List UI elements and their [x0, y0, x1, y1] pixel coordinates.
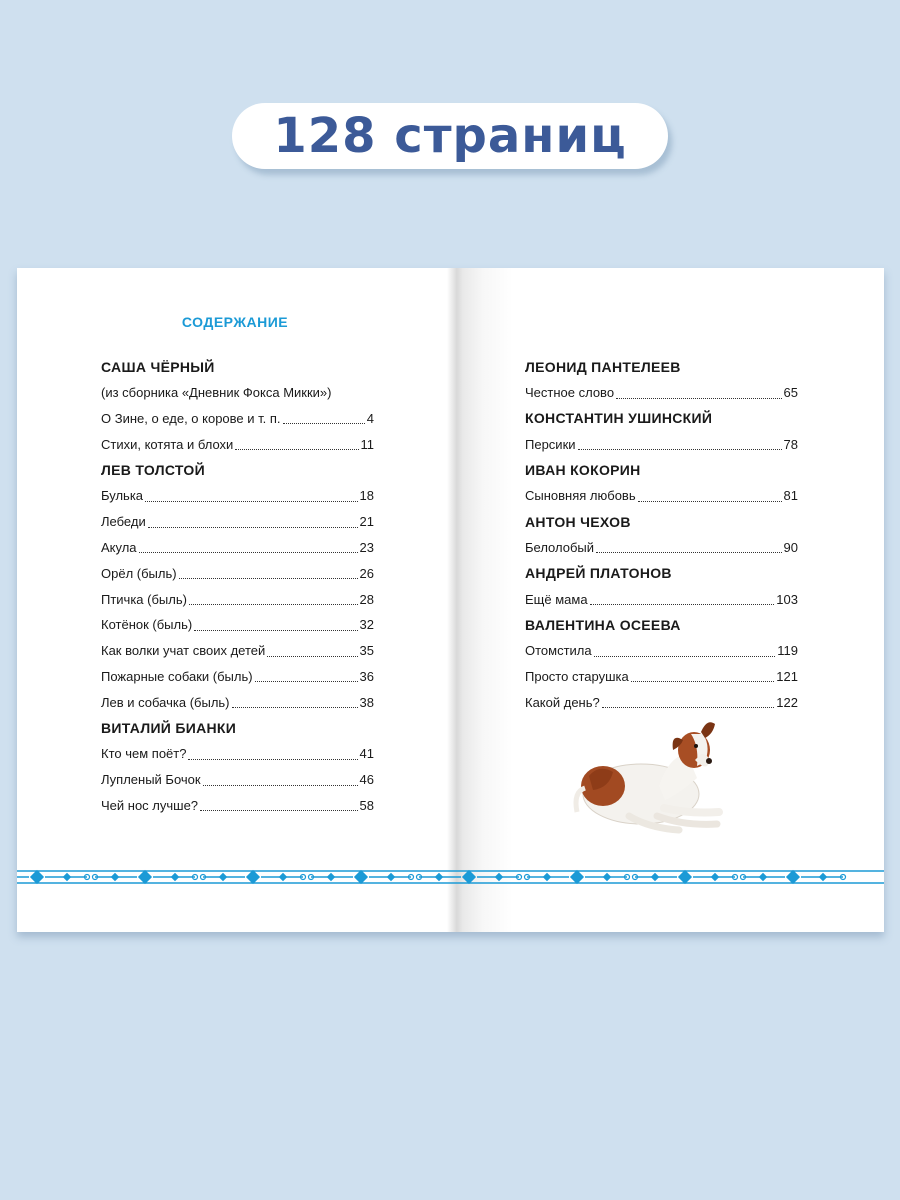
toc-leader-dots	[596, 551, 782, 553]
toc-entry-title: Акула	[101, 539, 137, 555]
toc-entry-title: Ещё мама	[525, 591, 588, 607]
toc-entry-title: Орёл (быль)	[101, 565, 177, 581]
toc-left-column	[101, 354, 374, 818]
toc-entry-title: Просто старушка	[525, 668, 629, 684]
toc-note: (из сборника «Дневник Фокса Микки»)	[101, 385, 332, 401]
toc-leader-dots	[578, 448, 782, 450]
toc-author: ЛЕВ ТОЛСТОЙ	[101, 462, 205, 479]
toc-page-number: 78	[783, 436, 798, 452]
toc-entry	[101, 793, 374, 819]
toc-leader-dots	[194, 629, 357, 631]
toc-leader-dots	[594, 655, 776, 657]
toc-page-number: 26	[359, 565, 374, 581]
toc-entry-title: Котёнок (быль)	[101, 617, 193, 633]
toc-page-number: 58	[359, 797, 374, 813]
toc-author: САША ЧЁРНЫЙ	[101, 358, 215, 375]
dog-illustration-icon	[569, 716, 739, 836]
toc-entry-title: Лебеди	[101, 514, 146, 530]
toc-page-number: 81	[783, 488, 798, 504]
toc-page-number: 38	[359, 694, 374, 710]
toc-page-number: 119	[777, 643, 798, 659]
toc-entry	[101, 483, 374, 509]
toc-page-number: 41	[359, 746, 374, 762]
toc-entry	[101, 560, 374, 586]
toc-entry-title: Отомстила	[525, 643, 592, 659]
toc-entry	[525, 431, 798, 457]
toc-leader-dots	[267, 655, 357, 657]
toc-entry-title: Пожарные собаки (быль)	[101, 668, 253, 684]
toc-leader-dots	[148, 526, 358, 528]
toc-page-number: 23	[359, 539, 374, 555]
toc-author: АНДРЕЙ ПЛАТОНОВ	[525, 565, 672, 582]
toc-entry	[101, 767, 374, 793]
toc-entry-title: Булька	[101, 488, 144, 504]
toc-entry-title: Лев и собачка (быль)	[101, 694, 230, 710]
toc-entry	[525, 689, 798, 715]
toc-entry	[101, 664, 374, 690]
toc-page-number: 35	[359, 643, 374, 659]
toc-page-number: 11	[360, 436, 374, 452]
toc-leader-dots	[179, 577, 358, 579]
toc-entry-title: Чей нос лучше?	[101, 797, 199, 813]
toc-entry	[101, 741, 374, 767]
toc-leader-dots	[602, 706, 775, 708]
toc-leader-dots	[139, 551, 358, 553]
toc-leader-dots	[638, 500, 782, 502]
toc-page-number: 90	[783, 539, 798, 555]
toc-entry	[525, 638, 798, 664]
toc-entry	[525, 586, 798, 612]
toc-leader-dots	[235, 448, 358, 450]
toc-entry	[525, 535, 798, 561]
toc-entry-title: Как волки учат своих детей	[101, 643, 266, 659]
toc-entry	[101, 586, 374, 612]
toc-leader-dots	[590, 603, 775, 605]
toc-page-number: 122	[776, 694, 798, 710]
toc-entry	[101, 509, 374, 535]
toc-page-number: 121	[776, 668, 798, 684]
toc-entry-title: Птичка (быль)	[101, 591, 187, 607]
toc-page-number: 46	[359, 772, 374, 788]
toc-entry	[101, 535, 374, 561]
toc-entry	[101, 431, 374, 457]
toc-entry-title: Стихи, котята и блохи	[101, 436, 234, 452]
toc-author: ИВАН КОКОРИН	[525, 462, 641, 479]
toc-entry-title: Какой день?	[525, 694, 600, 710]
toc-leader-dots	[232, 706, 358, 708]
toc-entry-title: О Зине, о еде, о корове и т. п.	[101, 410, 281, 426]
book-spine	[447, 268, 457, 932]
toc-entry-title: Сыновняя любовь	[525, 488, 636, 504]
page-count-text: 128 страниц	[273, 108, 627, 164]
toc-page-number: 21	[359, 514, 374, 530]
toc-author: АНТОН ЧЕХОВ	[525, 513, 631, 530]
toc-heading: СОДЕРЖАНИЕ	[181, 314, 289, 330]
toc-page-number: 103	[776, 591, 798, 607]
toc-leader-dots	[255, 680, 358, 682]
toc-entry	[101, 406, 374, 432]
toc-page-number: 18	[359, 488, 374, 504]
toc-entry	[525, 664, 798, 690]
toc-leader-dots	[616, 397, 781, 399]
toc-entry	[101, 612, 374, 638]
toc-entry	[101, 638, 374, 664]
toc-leader-dots	[203, 784, 358, 786]
toc-entry-title: Честное слово	[525, 385, 615, 401]
toc-author: ВАЛЕНТИНА ОСЕЕВА	[525, 616, 681, 633]
toc-leader-dots	[188, 758, 357, 760]
ornament-border-icon	[17, 866, 884, 888]
toc-leader-dots	[200, 809, 357, 811]
toc-leader-dots	[631, 680, 775, 682]
toc-entry-title: Лупленый Бочок	[101, 772, 201, 788]
toc-entry	[101, 689, 374, 715]
toc-entry	[525, 483, 798, 509]
toc-leader-dots	[145, 500, 358, 502]
toc-entry-title: Персики	[525, 436, 576, 452]
open-book	[17, 268, 884, 932]
toc-entry-title: Белолобый	[525, 539, 595, 555]
toc-author: ЛЕОНИД ПАНТЕЛЕЕВ	[525, 358, 681, 375]
toc-leader-dots	[283, 422, 365, 424]
toc-page-number: 28	[359, 591, 374, 607]
toc-right-column	[525, 354, 798, 715]
toc-page-number: 32	[359, 617, 374, 633]
toc-leader-dots	[189, 603, 358, 605]
toc-page-number: 4	[366, 410, 374, 426]
page-count-banner	[232, 103, 668, 169]
toc-page-number: 65	[783, 385, 798, 401]
toc-author: КОНСТАНТИН УШИНСКИЙ	[525, 410, 713, 427]
toc-entry	[525, 380, 798, 406]
toc-page-number: 36	[359, 668, 374, 684]
toc-author: ВИТАЛИЙ БИАНКИ	[101, 720, 237, 737]
toc-entry-title: Кто чем поёт?	[101, 746, 187, 762]
